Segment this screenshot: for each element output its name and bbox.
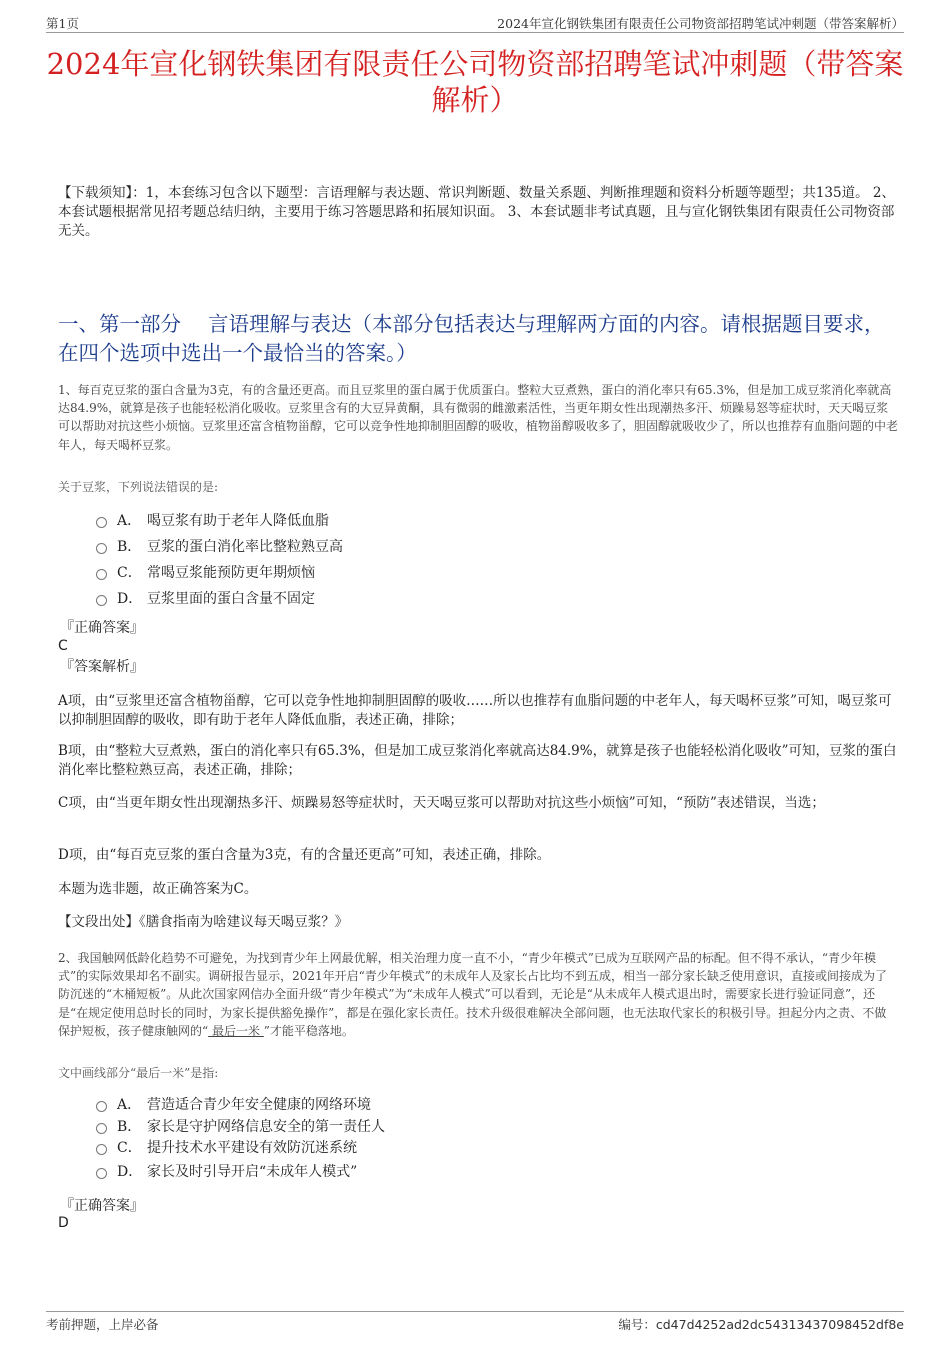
header-doc-title: 2024年宣化钢铁集团有限责任公司物资部招聘笔试冲刺题（带答案解析）	[497, 16, 904, 31]
q1-option-b[interactable]: B． 豆浆的蛋白消化率比整粒熟豆高	[96, 534, 343, 560]
q1-analysis-c: C项，由“当更年期女性出现潮热多汗、烦躁易怒等症状时，天天喝豆浆可以帮助对抗这些小烦恼”可知，“预防”表述错误，当选；	[58, 795, 825, 811]
q2-question: 文中画线部分“最后一米”是指:	[58, 1066, 219, 1080]
q2-option-b[interactable]: B． 家长是守护网络信息安全的第一责任人	[96, 1117, 385, 1137]
q2-underlined-phrase: 最后一米	[208, 1023, 264, 1038]
radio-icon[interactable]	[96, 569, 107, 580]
q1-option-d[interactable]: D． 豆浆里面的蛋白含量不固定	[96, 586, 343, 612]
page-footer	[46, 1311, 904, 1332]
q1-analysis-b: B项，由“整粒大豆煮熟，蛋白的消化率只有65.3%，但是加工成豆浆消化率就高达84.9%，就算是孩子也能轻松消化吸收”可知，豆浆的蛋白消化率比整粒熟豆高，表述正确，排除；	[58, 743, 897, 778]
radio-icon[interactable]	[96, 1168, 107, 1179]
footer-slogan: 考前押题，上岸必备	[46, 1317, 159, 1332]
q1-option-c[interactable]: C． 常喝豆浆能预防更年期烦恼	[96, 560, 343, 586]
q1-answer-label: 『正确答案』	[60, 620, 144, 636]
page-header	[46, 14, 904, 33]
q1-analysis-d: D项，由“每百克豆浆的蛋白含量为3克，有的含量还更高”可知，表述正确，排除。	[58, 847, 551, 863]
q1-source: 【文段出处】《膳食指南为啥建议每天喝豆浆？》	[58, 914, 349, 930]
radio-icon[interactable]	[96, 595, 107, 606]
footer-code: 编号：cd47d4252ad2dc54313437098452df8e	[618, 1317, 904, 1332]
q1-conclusion: 本题为选非题，故正确答案为C。	[58, 881, 258, 897]
q2-options	[96, 1094, 385, 1184]
q1-analysis-label: 『答案解析』	[60, 659, 144, 675]
q2-option-c[interactable]: C． 提升技术水平建设有效防沉迷系统	[96, 1137, 385, 1160]
q2-answer: D	[58, 1215, 69, 1231]
q1-option-a[interactable]: A． 喝豆浆有助于老年人降低血脂	[96, 508, 343, 534]
radio-icon[interactable]	[96, 1101, 107, 1112]
q2-answer-label: 『正确答案』	[60, 1198, 144, 1214]
q1-answer: C	[58, 638, 68, 654]
radio-icon[interactable]	[96, 1123, 107, 1134]
q2-passage: 2、我国触网低龄化趋势不可避免，为找到青少年上网最优解，相关治理力度一直不小，“青少年模式”已成为互联网产品的标配。但不得不承认，“青少年模式”的实际效果却名不副实。调研报告显示，2021年开启“青少年模式”的未成年人及家长占比均不到五成，相当一部分家长缺乏使用意识，直接或间接成为了防沉迷的“木桶短板”。从此次国家网信办全面升级“青少年模式”为“未成年人模式”可以看到，无论是“从未成年人模式退出时，需要家长进行验证同意”，还是“在规定使用总时长的同时，为家长提供豁免操作”，都是在强化家长责任。技术升级很难解决全部问题，也无法取代家长的积极引导。担起分内之责、不做保护短板，孩子健康触网的“ 最后一米 ”才能平稳落地。	[58, 951, 887, 1038]
document-title: 2024年宣化钢铁集团有限责任公司物资部招聘笔试冲刺题（带答案解析）	[46, 47, 904, 117]
radio-icon[interactable]	[96, 1144, 107, 1155]
q2-option-d[interactable]: D． 家长及时引导开启“未成年人模式”	[96, 1160, 385, 1184]
radio-icon[interactable]	[96, 517, 107, 528]
section-title: 一、第一部分 言语理解与表达（本部分包括表达与理解两方面的内容。请根据题目要求，在四个选项中选出一个最恰当的答案。）	[58, 312, 885, 365]
q1-analysis-a: A项，由“豆浆里还富含植物甾醇，它可以竞争性地抑制胆固醇的吸收……所以也推荐有血脂问题的中老年人，每天喝杯豆浆”可知，喝豆浆可以抑制胆固醇的吸收，即有助于老年人降低血脂，表述正确，排除；	[58, 693, 892, 728]
q1-options	[96, 508, 343, 612]
q1-passage: 1、每百克豆浆的蛋白含量为3克，有的含量还更高。而且豆浆里的蛋白属于优质蛋白。整粒大豆煮熟，蛋白的消化率只有65.3%，但是加工成豆浆消化率就高达84.9%，就算是孩子也能轻松消化吸收。豆浆里含有的大豆异黄酮，具有微弱的雌激素活性，当更年期女性出现潮热多汗、烦躁易怒等症状时，天天喝豆浆可以帮助对抗这些小烦恼。豆浆里还富含植物甾醇，它可以竞争性地抑制胆固醇的吸收，植物甾醇吸收多了，胆固醇就吸收少了，所以也推荐有血脂问题的中老年人，每天喝杯豆浆。	[58, 383, 899, 452]
download-notice: 【下载须知】：1，本套练习包含以下题型：言语理解与表达题、常识判断题、数量关系题、判断推理题和资料分析题等题型；共135道。 2、本套试题根据常见招考题总结归纳，主要用于练习答题思路和拓展知识面。 3、本套试题非考试真题，且与宣化钢铁集团有限责任公司物资部无关。	[58, 185, 895, 239]
radio-icon[interactable]	[96, 543, 107, 554]
q1-question: 关于豆浆，下列说法错误的是:	[58, 480, 219, 494]
q2-option-a[interactable]: A． 营造适合青少年安全健康的网络环境	[96, 1094, 385, 1117]
page-number: 第1页	[46, 16, 79, 31]
